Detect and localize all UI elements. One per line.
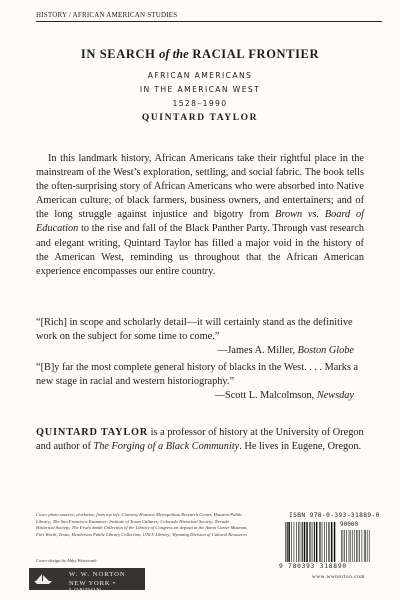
barcode-number: 9 780393 318890 (279, 563, 347, 570)
isbn-text: ISBN 978-0-393-31889-0 (289, 512, 380, 519)
barcode-bar (288, 522, 290, 562)
bio-book-title: The Forging of a Black Community (93, 441, 240, 453)
review-quote-1 (36, 316, 364, 359)
barcode-bar (302, 522, 303, 562)
barcode-bar (285, 522, 286, 562)
blurb-text-2: to the rise and fall of the Black Panther Party. Through vast research and elegant writing, Quintard Taylor has filled a major void in the history of the American West, reminding us throughout that the African American experience encompasses our entire country. (36, 223, 364, 277)
price-code: 90000 (340, 521, 359, 528)
barcode-bar (356, 530, 357, 562)
quote-reviewer: —James A. Miller, (217, 345, 298, 357)
barcode-bar (314, 522, 315, 562)
barcode-bar (341, 530, 342, 562)
title-part-1: IN SEARCH (80, 47, 160, 61)
barcode-bar (367, 530, 368, 562)
book-subtitle: AFRICAN AMERICANS IN THE AMERICAN WEST 1528–1990 (139, 71, 261, 108)
publisher-url: www.wwnorton.com (312, 574, 366, 580)
barcode-bar (304, 522, 306, 562)
barcode-bar (306, 522, 308, 562)
quote-text: “[Rich] in scope and scholarly detail—it will certainly stand as the definitive work on the subject for some time to come.” (36, 317, 353, 343)
author-bio (36, 426, 364, 454)
barcode-bar (296, 522, 297, 562)
publisher-name: W. W. NORTON (69, 571, 126, 578)
review-quote-2 (36, 361, 364, 404)
barcode-bar (298, 522, 299, 562)
book-title (0, 47, 400, 62)
quote-attribution (36, 344, 364, 358)
barcode (283, 522, 373, 562)
blurb-text-1: In this landmark history, African Americans take their rightful place in the mainstream of the West’s exploration, settling, and social fabric. The book tells the often-surprising story of African Americans who were absorbed into Native American culture; of black farmers, business owners, and entertainers; and of the long struggle against injustice and bigotry from (36, 153, 364, 221)
barcode-main-bars (285, 522, 335, 562)
publisher-location: NEW YORK • LONDON (69, 580, 116, 594)
bio-text-2: . He lives in Eugene, Oregon. (239, 441, 362, 453)
quote-attribution (36, 389, 364, 403)
publisher-block (29, 568, 145, 594)
barcode-bar (359, 530, 360, 562)
barcode-bar (331, 522, 333, 562)
top-divider (36, 21, 382, 22)
barcode-bar (294, 522, 295, 562)
barcode-addon-bars (341, 530, 370, 562)
barcode-bar (365, 530, 366, 562)
title-part-3: RACIAL FRONTIER (188, 47, 320, 61)
photo-credits: Cover photo sources, clockwise, from top left: Courtesy Houston Metropolitan Research Center, Houston Public Library; The San Francisco Examiner; Institute of Texan Cultures; Colorado Historical Society; Nevada Historical Society; The Erwin Smith Collection of the Library of Congress on deposit at the Amon Carter Museum, Fort Worth, Texas; Henderson Public Library Collection, UNLV Library; Wyoming Division of Cultural Resources (36, 512, 248, 537)
bio-author-name: QUINTARD TAYLOR (36, 427, 149, 438)
category-label: HISTORY / AFRICAN AMERICAN STUDIES (36, 11, 178, 19)
barcode-bar (343, 530, 344, 562)
barcode-bar (316, 522, 318, 562)
barcode-bar (369, 530, 370, 562)
quote-source: Newsday (316, 390, 354, 402)
title-part-2: of the (159, 47, 189, 61)
blurb-italic-title: Brown vs. Board of Education (36, 209, 364, 235)
barcode-bar (300, 522, 301, 562)
barcode-bar (358, 530, 359, 562)
bio-text-1: is a professor of history at the University of Oregon and author of (36, 427, 364, 453)
barcode-bar (309, 522, 310, 562)
barcode-bar (352, 530, 353, 562)
author-name: QUINTARD TAYLOR (141, 113, 259, 123)
barcode-bar (350, 530, 351, 562)
barcode-bar (320, 522, 321, 562)
barcode-bar (344, 530, 345, 562)
description-blurb (36, 152, 364, 279)
cover-design-credit: Cover design by Abby Weintraub (36, 558, 97, 563)
barcode-bar (322, 522, 323, 562)
quote-source: Boston Globe (297, 345, 354, 357)
barcode-bar (326, 522, 327, 562)
ship-logo-icon (33, 573, 53, 585)
quote-reviewer: —Scott L. Malcolmson, (214, 390, 317, 402)
barcode-bar (334, 522, 336, 562)
barcode-bar (319, 522, 320, 562)
barcode-bar (312, 522, 313, 562)
barcode-bar (346, 530, 347, 562)
barcode-bar (354, 530, 355, 562)
barcode-bar (364, 530, 365, 562)
barcode-bar (362, 530, 363, 562)
barcode-bar (349, 530, 350, 562)
barcode-bar (311, 522, 312, 562)
barcode-bar (324, 522, 325, 562)
barcode-bar (328, 522, 329, 562)
quote-text: “[B]y far the most complete general history of blacks in the West. . . . Marks a new stage in racial and western historiography.” (36, 362, 359, 388)
barcode-bar (291, 522, 292, 562)
barcode-bar (287, 522, 288, 562)
